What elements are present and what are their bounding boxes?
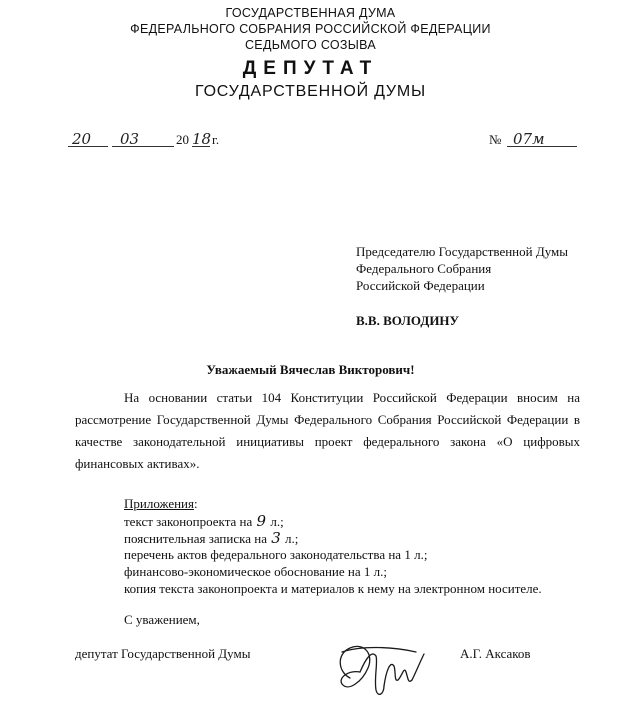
date-day: 20 — [72, 130, 92, 148]
attachment-item-4: финансово-экономическое обоснование на 1 л.; — [124, 564, 387, 579]
attachments-heading-text: Приложения — [124, 496, 194, 511]
closing: С уважением, — [124, 612, 200, 627]
attachment-item-5: копия текста законопроекта и материалов к нему на электронном носителе. — [124, 581, 542, 596]
document-number-field — [507, 130, 577, 147]
addressee-line-1: Председателю Государственной Думы — [356, 244, 568, 259]
letterhead-line-3: СЕДЬМОГО СОЗЫВА — [244, 38, 376, 52]
letterhead-title: ДЕПУТАТ — [242, 58, 379, 79]
addressee-line-2: Федерального Собрания — [356, 261, 492, 276]
body-line-3: качестве законодательной инициативы проект федерального закона «О цифровых — [75, 434, 580, 449]
date-month-field — [112, 130, 174, 147]
letterhead-line-2: ФЕДЕРАЛЬНОГО СОБРАНИЯ РОССИЙСКОЙ ФЕДЕРАЦИИ — [130, 22, 491, 36]
date-month: 03 — [120, 130, 140, 148]
attachment-item-2-text: пояснительная записка на — [124, 531, 271, 546]
signatory-position: депутат Государственной Думы — [75, 646, 251, 661]
attachment-item-3: перечень актов федерального законодательства на 1 л.; — [124, 547, 428, 562]
attachment-item-2-count: 3 — [271, 529, 281, 547]
attachment-item-2-suffix: л.; — [281, 531, 299, 546]
handwritten-signature — [320, 632, 440, 704]
date-day-field — [68, 130, 108, 147]
salutation: Уважаемый Вячеслав Викторович! — [206, 362, 415, 377]
addressee-name: В.В. ВОЛОДИНУ — [356, 313, 460, 328]
date-year-prefix: 20 — [176, 132, 189, 147]
body-line-4: финансовых активах». — [75, 456, 200, 471]
attachment-item-1-suffix: л.; — [267, 514, 284, 529]
attachments-heading — [124, 496, 198, 512]
attachment-item-1-text: текст законопроекта на — [124, 514, 256, 529]
attachment-item-1 — [124, 513, 284, 530]
date-year-field — [192, 130, 210, 147]
body-line-2: рассмотрение Государственной Думы Федерального Собрания Российской Федерации в — [75, 412, 580, 427]
letterhead-line-1: ГОСУДАРСТВЕННАЯ ДУМА — [225, 6, 396, 20]
attachments-heading-colon: : — [193, 496, 198, 511]
date-year-mark: г. — [212, 132, 220, 147]
attachment-item-1-count: 9 — [256, 512, 267, 530]
number-label: № — [489, 132, 502, 147]
body-line-1: На основании статьи 104 Конституции Российской Федерации вносим на — [124, 390, 580, 405]
date-year-suffix: 18 — [192, 130, 212, 148]
letterhead-subtitle: ГОСУДАРСТВЕННОЙ ДУМЫ — [195, 83, 426, 100]
addressee-line-3: Российской Федерации — [356, 278, 485, 293]
signatory-name: А.Г. Аксаков — [460, 646, 531, 661]
document-number: 07м — [513, 130, 545, 148]
attachment-item-2 — [124, 530, 298, 547]
